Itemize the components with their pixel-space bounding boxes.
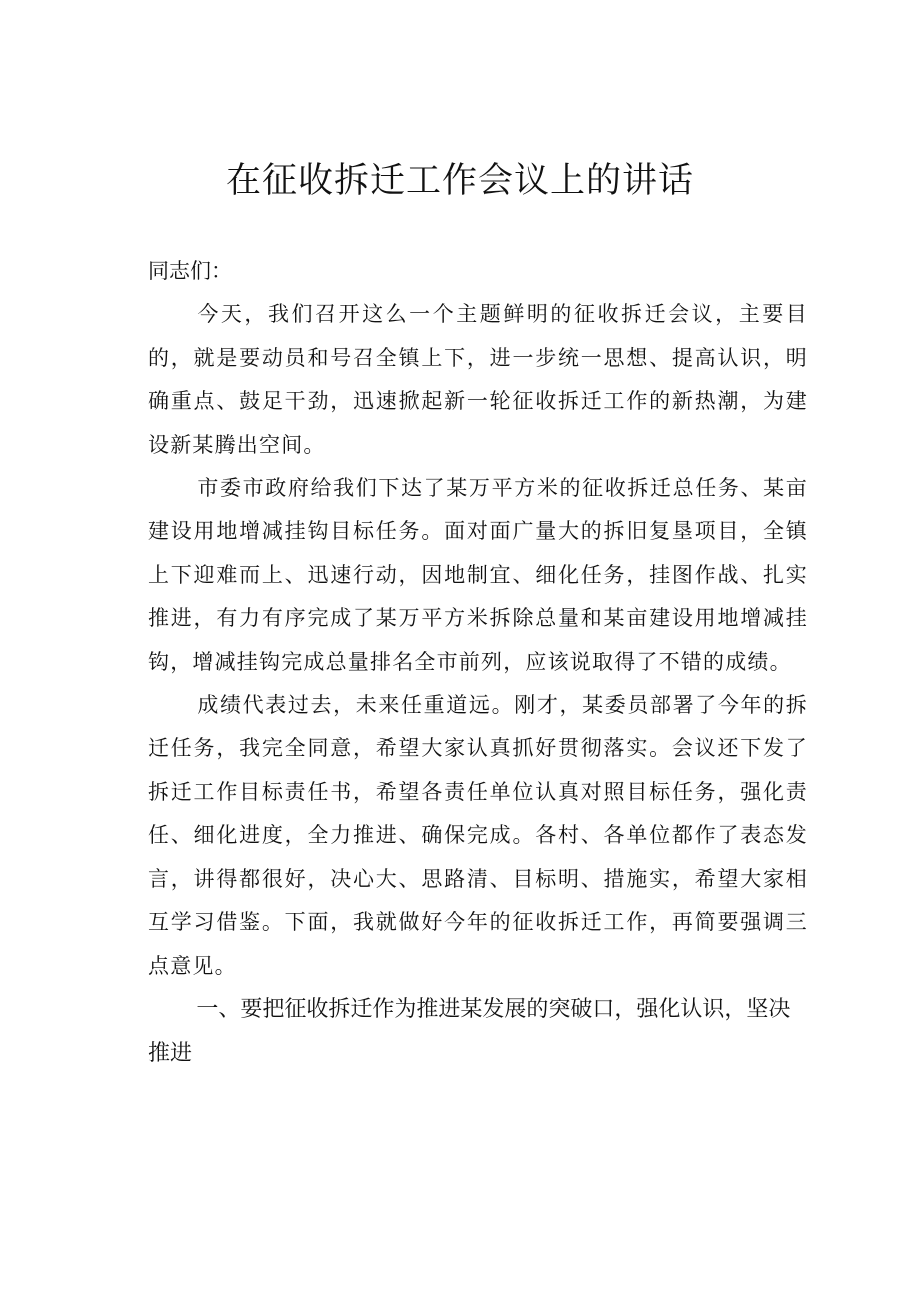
- paragraph-1: 今天，我们召开这么一个主题鲜明的征收拆迁会议，主要目的，就是要动员和号召全镇上下，进一步统一思想、提高认识，明确重点、鼓足干劲，迅速掀起新一轮征收拆迁工作的新热潮，为建设新某腾出空间。: [148, 302, 808, 457]
- paragraph-2: 市委市政府给我们下达了某万平方米的征收拆迁总任务、某亩建设用地增减挂钩目标任务。面对面广量大的拆旧复垦项目，全镇上下迎难而上、迅速行动，因地制宜、细化任务，挂图作战、扎实推进，有力有序完成了某万平方米拆除总量和某亩建设用地增减挂钩，增减挂钩完成总量排名全市前列，应该说取得了不错的成绩。: [148, 476, 808, 674]
- section-heading-1: 一、要把征收拆迁作为推进某发展的突破口，强化认识，坚决推进: [148, 996, 791, 1066]
- salutation: 同志们：: [148, 259, 232, 283]
- paragraph-3: 成绩代表过去，未来任重道远。刚才，某委员部署了今年的拆迁任务，我完全同意，希望大家认真抓好贯彻落实。会议还下发了拆迁工作目标责任书，希望各责任单位认真对照目标任务，强化责任、细化进度，全力推进、确保完成。各村、各单位都作了表态发言，讲得都很好，决心大、思路清、目标明、措施实，希望大家相互学习借鉴。下面，我就做好今年的征收拆迁工作，再简要强调三点意见。: [148, 693, 808, 978]
- document-body: [148, 250, 808, 1076]
- document-title: 在征收拆迁工作会议上的讲话: [225, 161, 694, 201]
